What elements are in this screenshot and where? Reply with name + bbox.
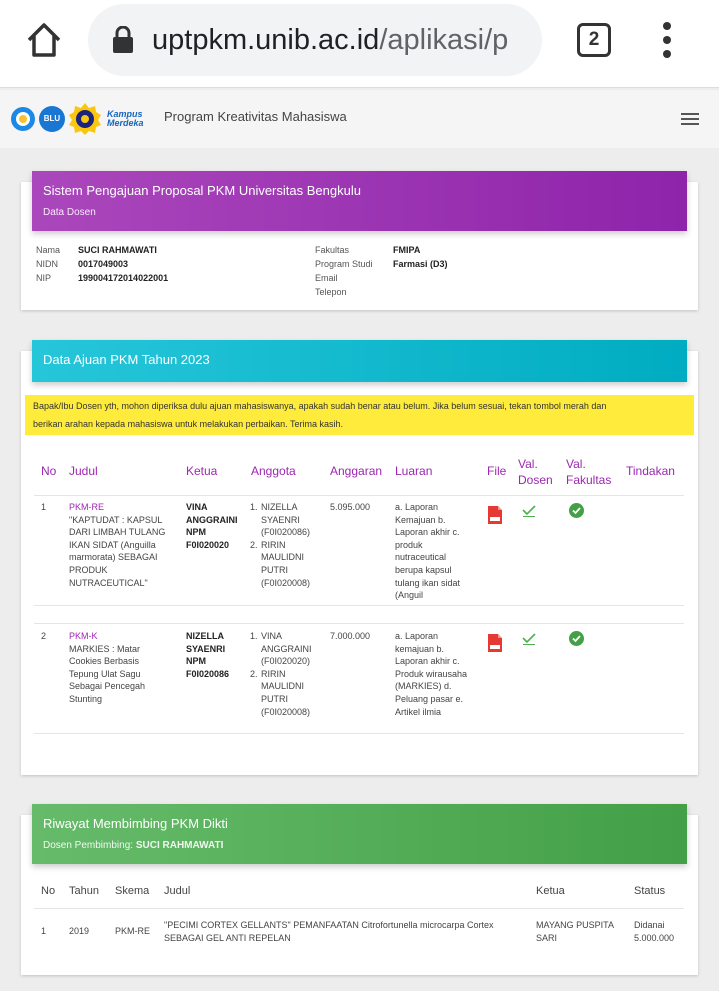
unib-logo-icon: [68, 102, 102, 136]
col-header-judul[interactable]: Judul: [69, 464, 98, 478]
more-vert-icon[interactable]: [660, 20, 674, 60]
app-title[interactable]: Program Kreativitas Mahasiswa: [164, 109, 347, 124]
riwayat-card-header: [32, 804, 687, 864]
val-dosen-check-icon[interactable]: [522, 505, 536, 517]
hamburger-menu-icon[interactable]: [681, 112, 699, 126]
row2-judul: PKM-K MARKIES : Matar Cookies Berbasis Tepung Ulat Sagu Sebagai Pencegah Stunting: [69, 630, 179, 706]
row1-divider-a: [34, 605, 684, 606]
riwayat-card: [21, 815, 698, 975]
row2-anggaran: 7.000.000: [330, 631, 371, 641]
col-header-val-dosen[interactable]: Val. Dosen: [518, 457, 553, 487]
riwayat-row-skema: PKM-RE: [115, 926, 151, 936]
col-header-file[interactable]: File: [487, 464, 507, 478]
val-fakultas-check-icon[interactable]: [569, 631, 584, 646]
val-fakultas-check-icon[interactable]: [569, 503, 584, 518]
row2-ketua: NIZELLA SYAENRI NPM F0I020086: [186, 631, 230, 679]
row2-no: 2: [41, 631, 47, 641]
dosen-card-title: Sistem Pengajuan Proposal PKM Universitas Bengkulu: [43, 183, 361, 198]
col-header-tindakan[interactable]: Tindakan: [626, 464, 675, 478]
col-header-anggaran[interactable]: Anggaran: [330, 464, 383, 478]
row2-skema-link[interactable]: PKM-K: [69, 631, 98, 641]
row2-luaran: a. Laporan kemajuan b. Laporan akhir c. Produk wirausaha (MARKIES) d. Peluang pasar e. Artikel ilmia: [395, 631, 468, 717]
riwayat-header-ketua[interactable]: Ketua: [536, 885, 565, 897]
row1-luaran: a. Laporan Kemajuan b. Laporan akhir c. produk nutraceutical berupa kapsul tulang ikan sidat (Anguil: [395, 502, 461, 601]
val-dosen-check-icon[interactable]: [522, 633, 536, 645]
pdf-file-icon[interactable]: [487, 505, 503, 525]
riwayat-header-status[interactable]: Status: [634, 885, 666, 897]
tutwuri-logo-icon: [10, 106, 36, 132]
logo-group[interactable]: [10, 102, 144, 136]
dosen-card: [21, 182, 698, 310]
row1-skema-link[interactable]: PKM-RE: [69, 502, 105, 512]
row2-divider: [34, 733, 684, 734]
riwayat-header-no[interactable]: No: [41, 885, 56, 897]
home-icon[interactable]: [24, 20, 64, 60]
dosen-nidn: 0017049003: [78, 259, 129, 269]
riwayat-card-subtitle: Dosen Pembimbing: SUCI RAHMAWATI: [43, 840, 224, 851]
row1-anggaran: 5.095.000: [330, 502, 371, 512]
riwayat-header-tahun[interactable]: Tahun: [69, 885, 99, 897]
browser-toolbar: [0, 0, 719, 88]
kampus-merdeka-logo: Kampus Merdeka: [107, 109, 144, 128]
dosen-nip: 199004172014022001: [78, 273, 169, 283]
riwayat-row-judul: "PECIMI CORTEX GELLANTS" PEMANFAATAN Citrofortunella microcarpa Cortex SEBAGAI GEL ANTI REPELAN: [164, 920, 494, 943]
ajuan-notice: Bapak/Ibu Dosen yth, mohon diperiksa dulu ajuan mahasiswanya, apakah sudah benar atau belum. Jika belum sesuai, tekan tombol merah dan berikan arahan kepada mahasiswa untuk melakukan perbaikan. Terima kasih.: [25, 395, 694, 435]
riwayat-row-ketua: MAYANG PUSPITA SARI: [536, 920, 615, 943]
row1-judul: PKM-RE "KAPTUDAT : KAPSUL DARI LIMBAH TULANG IKAN SIDAT (Anguilla marmorata) SEBAGAI PRODUK NUTRACEUTICAL": [69, 501, 179, 589]
address-bar[interactable]: [88, 4, 542, 76]
riwayat-row-tahun: 2019: [69, 926, 90, 936]
col-header-anggota[interactable]: Anggota: [251, 464, 296, 478]
dosen-prodi: Farmasi (D3): [393, 259, 448, 269]
row1-ketua: VINA ANGGRAINI NPM F0I020020: [186, 502, 238, 550]
row1-divider-b: [34, 623, 684, 624]
col-header-ketua[interactable]: Ketua: [186, 464, 218, 478]
ajuan-card-header: [32, 340, 687, 382]
app-header: [0, 90, 719, 148]
row1-anggota: 1. NIZELLA SYAENRI (F0I020086) 2. RIRIN MAULIDNI PUTRI (F0I020008): [250, 502, 311, 588]
dosen-info-left: Nama SUCI RAHMAWATI NIDN 0017049003 NIP 199004172014022001: [36, 245, 169, 283]
col-header-no[interactable]: No: [41, 464, 57, 478]
dosen-card-subtitle: Data Dosen: [43, 207, 96, 218]
riwayat-header-divider: [34, 908, 684, 909]
dosen-fakultas: FMIPA: [393, 245, 421, 255]
tab-switcher-button[interactable]: 2: [577, 23, 611, 57]
header-divider: [34, 495, 684, 496]
dosen-card-header: [32, 171, 687, 231]
row1-no: 1: [41, 502, 47, 512]
pdf-file-icon[interactable]: [487, 633, 503, 653]
ajuan-card-title: Data Ajuan PKM Tahun 2023: [43, 352, 210, 367]
riwayat-header-skema[interactable]: Skema: [115, 885, 150, 897]
riwayat-row-no: 1: [41, 926, 47, 936]
riwayat-card-title: Riwayat Membimbing PKM Dikti: [43, 816, 228, 831]
lock-icon: [112, 26, 134, 54]
url-text: uptpkm.unib.ac.id/aplikasi/p: [152, 23, 509, 56]
dosen-info-right: Fakultas FMIPA Program Studi Farmasi (D3) Email Telepon: [315, 245, 448, 297]
riwayat-row-status: Didanai 5.000.000: [634, 920, 675, 943]
col-header-luaran[interactable]: Luaran: [395, 464, 433, 478]
blu-logo: BLU: [39, 106, 65, 132]
col-header-val-fakultas[interactable]: Val. Fakultas: [566, 457, 612, 487]
row2-anggota: 1. VINA ANGGRAINI (F0I020020) 2. RIRIN MAULIDNI PUTRI (F0I020008): [250, 631, 312, 717]
ajuan-card: [21, 351, 698, 775]
riwayat-header-judul[interactable]: Judul: [164, 885, 191, 897]
dosen-nama: SUCI RAHMAWATI: [78, 245, 157, 255]
